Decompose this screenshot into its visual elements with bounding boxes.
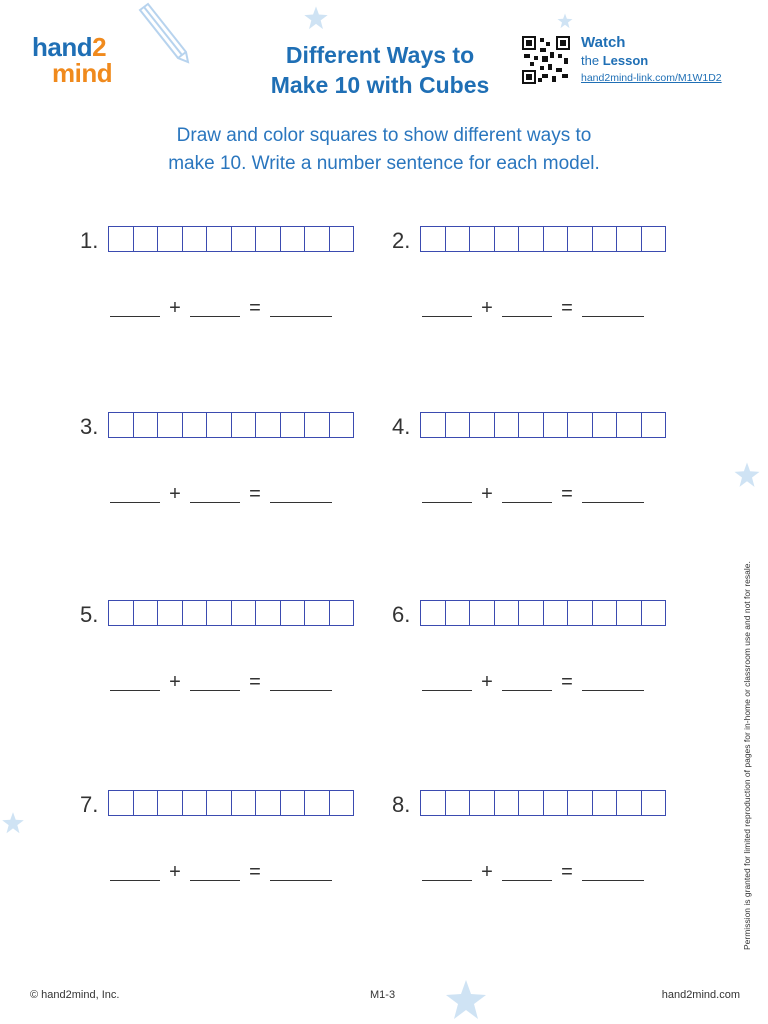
problem-8 bbox=[392, 790, 692, 900]
site-url: hand2mind.com bbox=[661, 989, 740, 1001]
addend-1-blank[interactable] bbox=[110, 862, 160, 881]
plus-sign: + bbox=[169, 861, 181, 883]
problem-number: 8. bbox=[392, 792, 411, 817]
cube-square[interactable] bbox=[617, 413, 642, 437]
problem-number: 4. bbox=[392, 414, 411, 439]
problem-number: 6. bbox=[392, 602, 411, 627]
cube-square[interactable] bbox=[446, 601, 471, 625]
equals-sign: = bbox=[561, 483, 573, 505]
cube-square[interactable] bbox=[568, 227, 593, 251]
cube-square[interactable] bbox=[593, 791, 618, 815]
cube-square[interactable] bbox=[207, 413, 232, 437]
equals-sign: = bbox=[249, 297, 261, 319]
cube-square[interactable] bbox=[446, 227, 471, 251]
addend-1-blank[interactable] bbox=[422, 484, 472, 503]
sum-blank[interactable] bbox=[270, 484, 332, 503]
cube-square[interactable] bbox=[470, 601, 495, 625]
sum-blank[interactable] bbox=[582, 862, 644, 881]
cube-square[interactable] bbox=[281, 413, 306, 437]
cube-square[interactable] bbox=[158, 413, 183, 437]
star-icon bbox=[302, 4, 330, 32]
cube-square[interactable] bbox=[183, 227, 208, 251]
addend-2-blank[interactable] bbox=[190, 484, 240, 503]
cube-square[interactable] bbox=[232, 791, 257, 815]
addend-2-blank[interactable] bbox=[502, 862, 552, 881]
page-code: M1-3 bbox=[370, 989, 396, 1001]
addend-2-blank[interactable] bbox=[502, 672, 552, 691]
problem-2 bbox=[392, 226, 692, 336]
cube-square[interactable] bbox=[330, 413, 354, 437]
cube-square[interactable] bbox=[544, 791, 569, 815]
plus-sign: + bbox=[169, 671, 181, 693]
cube-square[interactable] bbox=[568, 413, 593, 437]
cube-square[interactable] bbox=[519, 413, 544, 437]
sum-blank[interactable] bbox=[582, 672, 644, 691]
logo-text-hand: hand bbox=[32, 32, 93, 62]
cube-square[interactable] bbox=[519, 601, 544, 625]
star-icon bbox=[732, 460, 762, 490]
star-icon bbox=[0, 808, 26, 838]
cube-square[interactable] bbox=[134, 227, 159, 251]
cube-square[interactable] bbox=[544, 227, 569, 251]
cube-square[interactable] bbox=[256, 227, 281, 251]
addend-1-blank[interactable] bbox=[110, 672, 160, 691]
lesson-label: Lesson bbox=[602, 53, 649, 68]
cube-square[interactable] bbox=[183, 791, 208, 815]
cube-square[interactable] bbox=[207, 601, 232, 625]
cube-square[interactable] bbox=[642, 413, 666, 437]
cube-square[interactable] bbox=[421, 227, 446, 251]
plus-sign: + bbox=[481, 861, 493, 883]
cube-square[interactable] bbox=[446, 791, 471, 815]
cube-square[interactable] bbox=[109, 601, 134, 625]
problem-3 bbox=[80, 412, 380, 522]
number-sentence bbox=[422, 484, 652, 503]
cube-square[interactable] bbox=[421, 601, 446, 625]
cube-square[interactable] bbox=[593, 413, 618, 437]
cube-square[interactable] bbox=[305, 413, 330, 437]
page-title bbox=[240, 40, 520, 100]
cube-square[interactable] bbox=[158, 227, 183, 251]
ten-square-strip bbox=[108, 226, 354, 252]
ten-square-strip bbox=[420, 600, 666, 626]
cube-square[interactable] bbox=[330, 601, 354, 625]
cube-square[interactable] bbox=[470, 413, 495, 437]
cube-square[interactable] bbox=[305, 227, 330, 251]
cube-square[interactable] bbox=[183, 413, 208, 437]
cube-square[interactable] bbox=[421, 791, 446, 815]
cube-square[interactable] bbox=[642, 791, 666, 815]
addend-1-blank[interactable] bbox=[422, 672, 472, 691]
problem-number: 3. bbox=[80, 414, 99, 439]
equals-sign: = bbox=[561, 861, 573, 883]
title-line-1: Different Ways to bbox=[285, 42, 475, 68]
plus-sign: + bbox=[481, 483, 493, 505]
number-sentence bbox=[110, 862, 340, 881]
cube-square[interactable] bbox=[519, 791, 544, 815]
ten-square-strip bbox=[108, 790, 354, 816]
addend-1-blank[interactable] bbox=[110, 484, 160, 503]
number-sentence bbox=[110, 672, 340, 691]
equals-sign: = bbox=[249, 671, 261, 693]
qr-code-icon[interactable] bbox=[522, 36, 570, 84]
equals-sign: = bbox=[561, 671, 573, 693]
ten-square-strip bbox=[108, 600, 354, 626]
ten-square-strip bbox=[420, 790, 666, 816]
equals-sign: = bbox=[561, 297, 573, 319]
lesson-link[interactable]: hand2mind-link.com/M1W1D2 bbox=[581, 72, 722, 84]
problem-number: 5. bbox=[80, 602, 99, 627]
cube-square[interactable] bbox=[470, 791, 495, 815]
plus-sign: + bbox=[481, 297, 493, 319]
cube-square[interactable] bbox=[109, 227, 134, 251]
title-line-2: Make 10 with Cubes bbox=[270, 72, 490, 98]
cube-square[interactable] bbox=[495, 601, 520, 625]
sum-blank[interactable] bbox=[270, 298, 332, 317]
cube-square[interactable] bbox=[109, 791, 134, 815]
problem-number: 1. bbox=[80, 228, 99, 253]
ten-square-strip bbox=[108, 412, 354, 438]
ten-square-strip bbox=[420, 412, 666, 438]
number-sentence bbox=[422, 672, 652, 691]
cube-square[interactable] bbox=[593, 227, 618, 251]
ten-square-strip bbox=[420, 226, 666, 252]
cube-square[interactable] bbox=[305, 601, 330, 625]
plus-sign: + bbox=[169, 483, 181, 505]
cube-square[interactable] bbox=[281, 791, 306, 815]
problem-1 bbox=[80, 226, 380, 336]
cube-square[interactable] bbox=[281, 227, 306, 251]
copyright: © hand2mind, Inc. bbox=[30, 989, 120, 1001]
addend-1-blank[interactable] bbox=[110, 298, 160, 317]
permission-note: Permission is granted for limited reproduction of pages for in-home or classroom use and not for resale. bbox=[742, 561, 752, 950]
cube-square[interactable] bbox=[330, 791, 354, 815]
cube-square[interactable] bbox=[593, 601, 618, 625]
cube-square[interactable] bbox=[109, 413, 134, 437]
number-sentence bbox=[110, 298, 340, 317]
cube-square[interactable] bbox=[421, 413, 446, 437]
addend-1-blank[interactable] bbox=[422, 298, 472, 317]
problem-6 bbox=[392, 600, 692, 710]
sum-blank[interactable] bbox=[270, 862, 332, 881]
cube-square[interactable] bbox=[158, 601, 183, 625]
addend-1-blank[interactable] bbox=[422, 862, 472, 881]
cube-square[interactable] bbox=[207, 791, 232, 815]
number-sentence bbox=[422, 298, 652, 317]
equals-sign: = bbox=[249, 861, 261, 883]
pencil-icon bbox=[130, 0, 200, 80]
instructions-line-2: make 10. Write a number sentence for each model. bbox=[168, 153, 600, 174]
watch-label: Watch bbox=[581, 34, 626, 51]
problem-4 bbox=[392, 412, 692, 522]
cube-square[interactable] bbox=[519, 227, 544, 251]
cube-square[interactable] bbox=[568, 601, 593, 625]
instructions-line-1: Draw and color squares to show different ways to bbox=[176, 125, 592, 146]
sum-blank[interactable] bbox=[270, 672, 332, 691]
problem-number: 7. bbox=[80, 792, 99, 817]
cube-square[interactable] bbox=[617, 227, 642, 251]
cube-square[interactable] bbox=[544, 601, 569, 625]
logo-text-mind: mind bbox=[52, 58, 113, 88]
instructions bbox=[84, 122, 684, 178]
cube-square[interactable] bbox=[495, 791, 520, 815]
sum-blank[interactable] bbox=[582, 298, 644, 317]
cube-square[interactable] bbox=[544, 413, 569, 437]
cube-square[interactable] bbox=[330, 227, 354, 251]
cube-square[interactable] bbox=[134, 791, 159, 815]
addend-2-blank[interactable] bbox=[190, 672, 240, 691]
cube-square[interactable] bbox=[495, 413, 520, 437]
problem-5 bbox=[80, 600, 380, 710]
cube-square[interactable] bbox=[568, 791, 593, 815]
cube-square[interactable] bbox=[617, 791, 642, 815]
number-sentence bbox=[110, 484, 340, 503]
cube-square[interactable] bbox=[207, 227, 232, 251]
plus-sign: + bbox=[169, 297, 181, 319]
logo-text-2: 2 bbox=[92, 32, 107, 62]
cube-square[interactable] bbox=[134, 601, 159, 625]
addend-2-blank[interactable] bbox=[502, 484, 552, 503]
cube-square[interactable] bbox=[642, 227, 666, 251]
cube-square[interactable] bbox=[617, 601, 642, 625]
cube-square[interactable] bbox=[281, 601, 306, 625]
problem-number: 2. bbox=[392, 228, 411, 253]
sum-blank[interactable] bbox=[582, 484, 644, 503]
cube-square[interactable] bbox=[446, 413, 471, 437]
equals-sign: = bbox=[249, 483, 261, 505]
addend-2-blank[interactable] bbox=[502, 298, 552, 317]
cube-square[interactable] bbox=[256, 791, 281, 815]
the-label: the bbox=[581, 53, 600, 68]
cube-square[interactable] bbox=[256, 413, 281, 437]
cube-square[interactable] bbox=[495, 227, 520, 251]
addend-2-blank[interactable] bbox=[190, 862, 240, 881]
number-sentence bbox=[422, 862, 652, 881]
cube-square[interactable] bbox=[183, 601, 208, 625]
cube-square[interactable] bbox=[642, 601, 666, 625]
cube-square[interactable] bbox=[232, 601, 257, 625]
cube-square[interactable] bbox=[134, 413, 159, 437]
plus-sign: + bbox=[481, 671, 493, 693]
star-icon bbox=[556, 12, 574, 30]
cube-square[interactable] bbox=[256, 601, 281, 625]
cube-square[interactable] bbox=[305, 791, 330, 815]
cube-square[interactable] bbox=[232, 227, 257, 251]
watch-lesson bbox=[581, 34, 722, 86]
cube-square[interactable] bbox=[470, 227, 495, 251]
star-icon bbox=[440, 976, 492, 1024]
problem-7 bbox=[80, 790, 380, 900]
brand-logo bbox=[32, 34, 112, 86]
cube-square[interactable] bbox=[232, 413, 257, 437]
cube-square[interactable] bbox=[158, 791, 183, 815]
addend-2-blank[interactable] bbox=[190, 298, 240, 317]
